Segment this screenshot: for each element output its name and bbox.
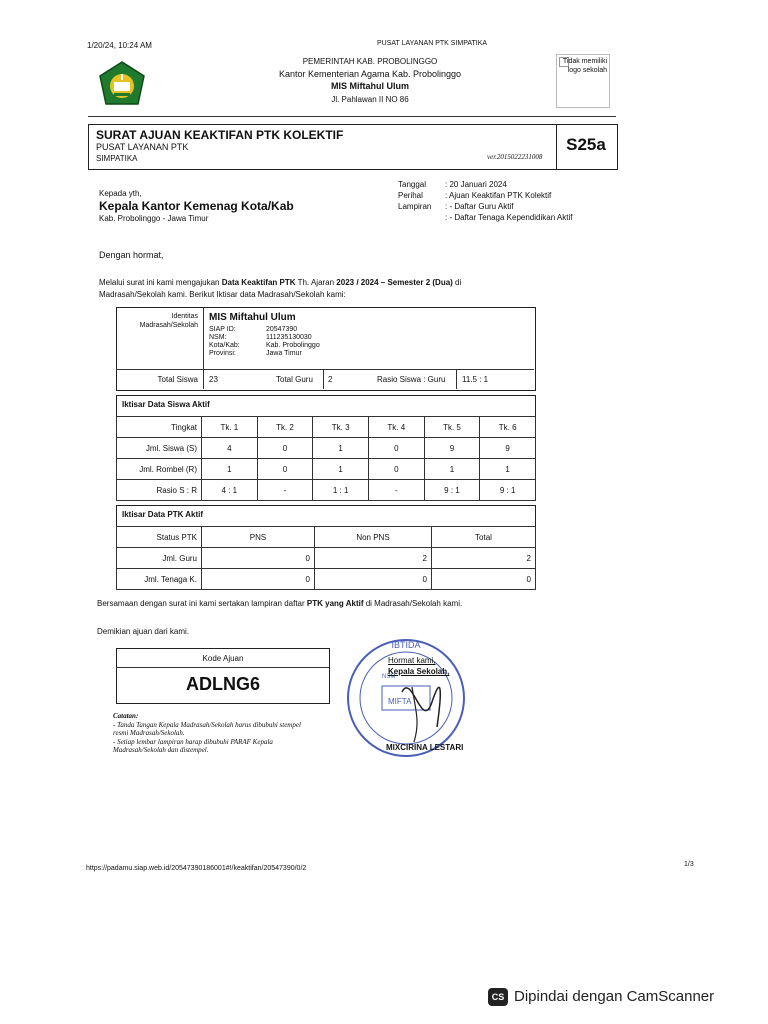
form-code: S25a	[566, 135, 606, 154]
table-cell: 9 : 1	[424, 480, 480, 501]
table-cell: 0	[432, 569, 536, 590]
address-line: Jl. Pahlawan II NO 86	[331, 95, 409, 104]
school-line: MIS Miftahul Ulum	[331, 81, 409, 91]
table-cell: PNS	[202, 527, 315, 548]
table-cell: Tk. 5	[424, 417, 480, 438]
table-cell: Non PNS	[315, 527, 432, 548]
table-cell: Tk. 3	[313, 417, 369, 438]
table-row	[117, 438, 536, 459]
table-cell: 4	[202, 438, 258, 459]
catatan-block	[113, 712, 301, 755]
service-title: PUSAT LAYANAN PTK SIMPATIKA	[377, 40, 488, 47]
print-datetime: 1/20/24, 10:24 AM	[87, 41, 152, 50]
perihal-value: : Ajuan Keaktifan PTK Kolektif	[445, 191, 552, 200]
no-logo-text: Tidak memiliki logo sekolah	[562, 58, 607, 74]
identity-value: 20547390	[266, 326, 298, 333]
rasio-value: 11.5 : 1	[462, 375, 489, 384]
rasio-label: Rasio Siswa : Guru	[377, 375, 446, 384]
table-cell: 0	[202, 569, 315, 590]
tanggal-value: : 20 Januari 2024	[445, 180, 507, 189]
identity-keys	[209, 326, 240, 358]
identity-key: Provinsi:	[209, 350, 236, 357]
version-text: ver.2015022231008	[487, 153, 543, 161]
table-cell: 0	[368, 438, 424, 459]
table-cell: -	[257, 480, 313, 501]
attach-part-c: di Madrasah/Sekolah kami.	[363, 599, 463, 608]
ptk-title: Iktisar Data PTK Aktif	[122, 510, 204, 519]
ptk-table	[116, 526, 536, 590]
svg-text:NSM: NSM	[382, 674, 396, 680]
camscanner-watermark	[474, 983, 756, 1013]
letter-subtitle-1: PUSAT LAYANAN PTK	[96, 142, 189, 152]
intro-paragraph	[99, 278, 461, 287]
tanggal-label: Tanggal	[398, 180, 427, 189]
signature-name: MIXCIRINA LESTARI	[386, 743, 464, 752]
table-cell: Rasio S : R	[117, 480, 202, 501]
table-cell: 0	[202, 548, 315, 569]
table-cell: 9	[480, 438, 536, 459]
table-cell: Tk. 1	[202, 417, 258, 438]
camscanner-text: Dipindai dengan CamScanner	[514, 988, 715, 1005]
table-cell: 2	[315, 548, 432, 569]
identity-divider	[203, 307, 204, 369]
summary-div-2	[323, 369, 324, 389]
identity-label-2: Madrasah/Sekolah	[139, 322, 198, 329]
table-cell: Jml. Siswa (S)	[117, 438, 202, 459]
table-row	[117, 527, 536, 548]
intro-part-b: Data Keaktifan PTK	[221, 278, 296, 287]
identity-value: Kab. Probolinggo	[266, 342, 320, 349]
closing-text: Demikian ajuan dari kami.	[97, 627, 190, 636]
attach-part-b: PTK yang Aktif	[306, 599, 364, 608]
table-cell: 0	[315, 569, 432, 590]
identity-key: Kota/Kab:	[209, 342, 240, 349]
to-location: Kab. Probolinggo - Jawa Timur	[99, 214, 209, 223]
table-cell: 1	[480, 459, 536, 480]
table-cell: 0	[257, 438, 313, 459]
header-rule	[88, 116, 616, 117]
svg-text:MIFTA: MIFTA	[388, 697, 412, 706]
lampiran-value-2: : - Daftar Tenaga Kependidikan Aktif	[445, 213, 573, 222]
intro-line-2: Madrasah/Sekolah kami. Berikut Iktisar data Madrasah/Sekolah kami:	[99, 290, 346, 299]
table-cell: 0	[257, 459, 313, 480]
intro-part-d: 2023 / 2024 – Semester 2 (Dua)	[336, 278, 453, 287]
table-cell: Tk. 2	[257, 417, 313, 438]
footer-url: https://padamu.siap.web.id/20547390186001#!/keaktifan/20547390/0/2	[86, 865, 307, 872]
letter-subtitle-2: SIMPATIKA	[96, 154, 138, 163]
table-cell: 1 : 1	[313, 480, 369, 501]
identity-key: NSM:	[209, 334, 227, 341]
table-cell: 1	[313, 459, 369, 480]
to-label: Kepada yth,	[99, 189, 142, 198]
perihal-label: Perihal	[398, 191, 423, 200]
attachment-paragraph	[97, 599, 462, 608]
table-cell: Tingkat	[117, 417, 202, 438]
identity-key: SIAP ID:	[209, 326, 236, 333]
kemenag-logo	[96, 60, 148, 112]
svg-text:IBTIDA: IBTIDA	[391, 640, 421, 650]
table-cell: 2	[432, 548, 536, 569]
table-cell: 9 : 1	[480, 480, 536, 501]
summary-div-1	[203, 369, 204, 389]
intro-part-c: Th. Ajaran	[295, 278, 337, 287]
to-name: Kepala Kantor Kemenag Kota/Kab	[99, 199, 294, 213]
gov-line: PEMERINTAH KAB. PROBOLINGGO	[302, 57, 438, 66]
summary-div-3	[456, 369, 457, 389]
school-logo-placeholder	[556, 54, 610, 108]
catatan-title: Catatan:	[113, 712, 139, 720]
table-cell: 9	[424, 438, 480, 459]
table-row	[117, 417, 536, 438]
signature-greeting: Hormat kami,	[388, 656, 436, 665]
siswa-title: Iktisar Data Siswa Aktif	[122, 400, 210, 409]
office-line: Kantor Kementerian Agama Kab. Probolinggo	[278, 69, 462, 79]
attach-part-a: Bersamaan dengan surat ini kami sertakan lampiran daftar	[97, 599, 307, 608]
total-siswa-value: 23	[209, 375, 218, 384]
identity-label-1: Identitas	[171, 313, 198, 320]
identity-value: Jawa Timur	[266, 350, 302, 357]
table-cell: 4 : 1	[202, 480, 258, 501]
table-row	[117, 480, 536, 501]
table-cell: Total	[432, 527, 536, 548]
catatan-line: resmi Madrasah/Sekolah.	[113, 729, 185, 737]
table-cell: 0	[368, 459, 424, 480]
identity-values	[266, 326, 320, 358]
table-cell: Jml. Tenaga K.	[117, 569, 202, 590]
table-cell: Status PTK	[117, 527, 202, 548]
table-cell: Jml. Rombel (R)	[117, 459, 202, 480]
catatan-line: Madrasah/Sekolah dan distempel.	[113, 746, 209, 754]
total-guru-label: Total Guru	[276, 375, 313, 384]
table-row	[117, 548, 536, 569]
page-number: 1/3	[684, 861, 694, 868]
letter-title: SURAT AJUAN KEAKTIFAN PTK KOLEKTIF	[96, 128, 344, 142]
siswa-table	[116, 416, 536, 501]
table-cell: Tk. 6	[480, 417, 536, 438]
intro-part-a: Melalui surat ini kami mengajukan	[99, 278, 222, 287]
kode-value: ADLNG6	[185, 674, 260, 694]
catatan-line: - Tanda Tangan Kepala Madrasah/Sekolah harus dibubuhi stempel	[113, 720, 301, 729]
table-cell: Jml. Guru	[117, 548, 202, 569]
table-row	[117, 569, 536, 590]
total-guru-value: 2	[328, 375, 333, 384]
identity-summary-rule	[116, 369, 534, 370]
lampiran-value-1: : - Daftar Guru Aktif	[445, 202, 514, 211]
table-cell: -	[368, 480, 424, 501]
kode-label: Kode Ajuan	[202, 654, 244, 663]
table-row	[117, 459, 536, 480]
lampiran-label: Lampiran	[398, 202, 432, 211]
greeting: Dengan hormat,	[99, 250, 164, 260]
table-cell: Tk. 4	[368, 417, 424, 438]
table-cell: 1	[313, 438, 369, 459]
intro-part-e: di	[452, 278, 462, 287]
identity-school: MIS Miftahul Ulum	[209, 312, 296, 323]
kode-rule	[116, 667, 329, 668]
identity-value: 111235130030	[266, 334, 312, 341]
camscanner-icon: CS	[488, 988, 508, 1006]
catatan-line: - Setiap lembar lampiran harap dibubuhi PARAF Kepala	[113, 737, 273, 746]
table-cell: 1	[202, 459, 258, 480]
table-cell: 1	[424, 459, 480, 480]
total-siswa-label: Total Siswa	[157, 375, 198, 384]
signature-role: Kepala Sekolah,	[388, 667, 450, 676]
